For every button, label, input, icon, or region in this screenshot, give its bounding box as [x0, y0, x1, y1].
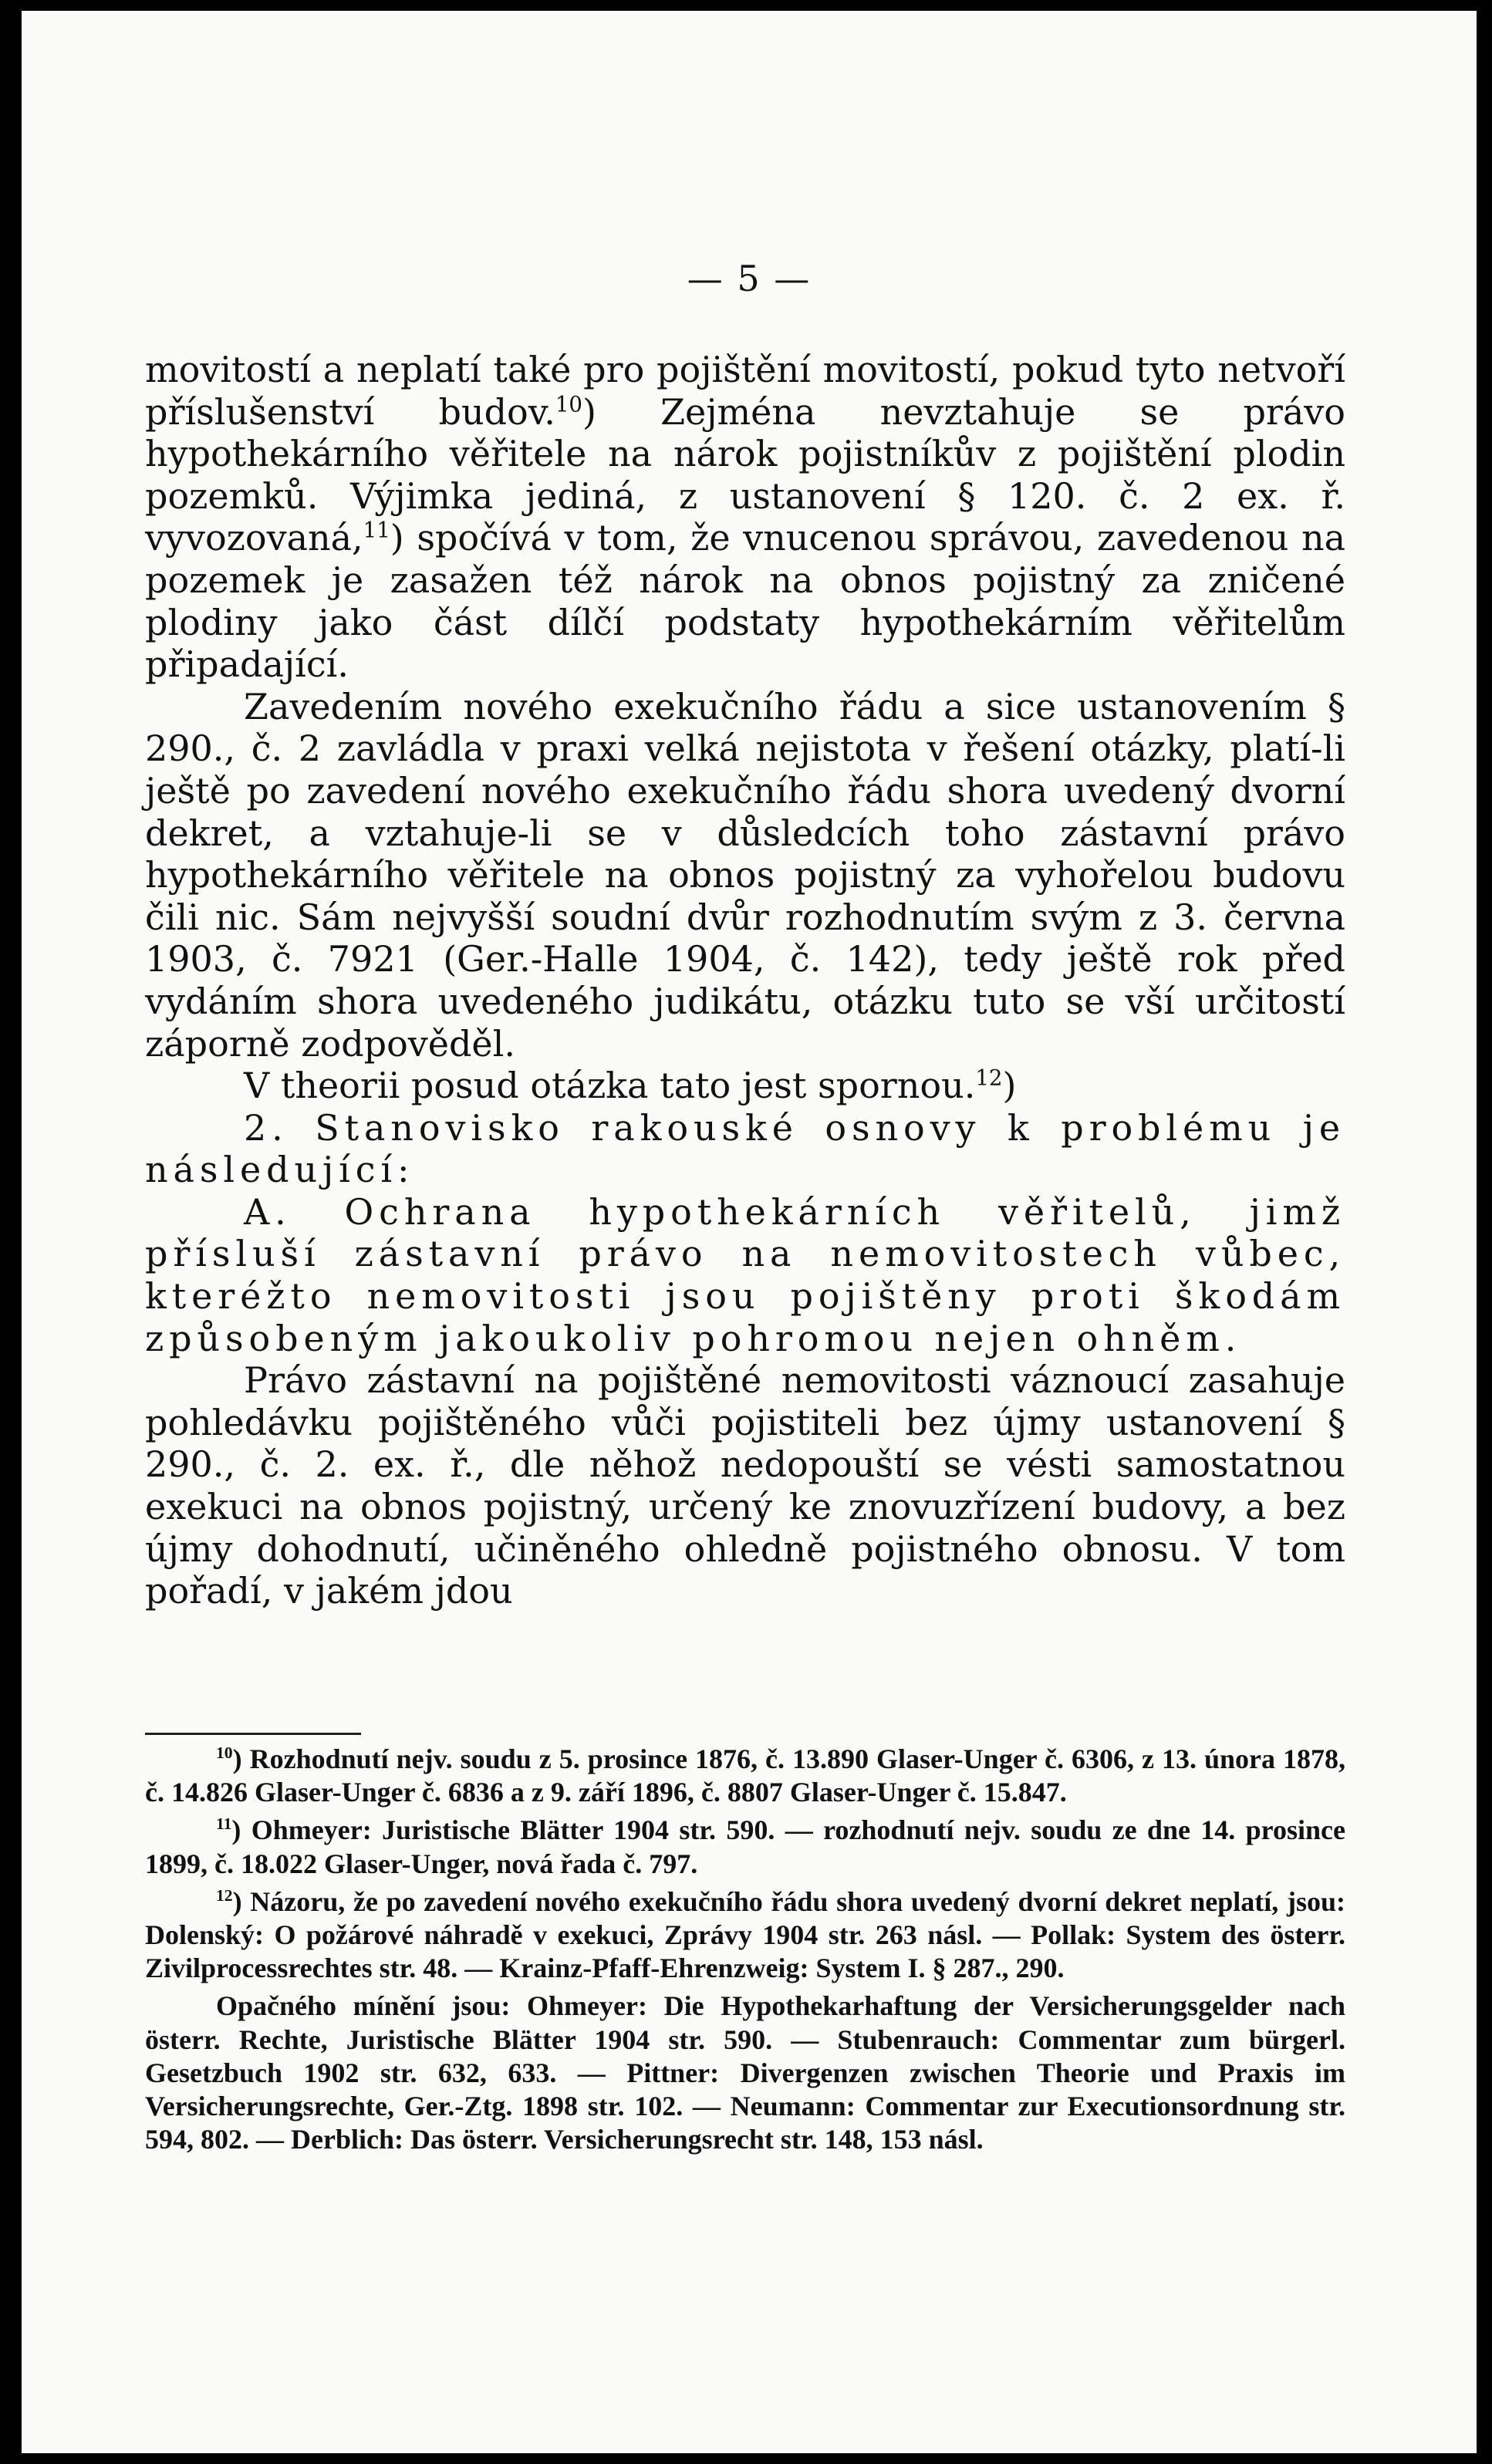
- footnote-ref: 10: [555, 391, 582, 417]
- footnote: [145, 1885, 1345, 1986]
- subsection-heading: A. Ochrana hypothekárních věřitelů, jimž přísluší zástavní právo na nemovitostech vůbec, kteréžto nemovitosti jsou pojištěny proti škodám způsobeným jakoukoliv pohromou nejen ohněm.: [145, 1190, 1345, 1359]
- paragraph-text: movitostí a neplatí také pro pojištění movitostí, pokud tyto netvoří příslušenství budov.: [145, 349, 1345, 433]
- footnote-number: 12: [216, 1885, 233, 1905]
- footnote-text: ) Názoru, že po zavedení nového exekučního řádu shora uvedený dvorní dekret neplatí, jsou: Dolenský: O požárové náhradě v exekuci, Zprávy 1904 str. 263 násl. — Pollak: System des österr. Zivilprocessrechtes str. 48. — Krainz-Pfaff-Ehrenzweig: System I. § 287., 290.: [145, 1885, 1345, 1984]
- footnote-ref: 11: [363, 518, 390, 544]
- paragraph-text: V theorii posud otázka tato jest spornou.: [244, 1065, 976, 1107]
- footnote: [145, 1743, 1345, 1809]
- footnote-divider: [145, 1733, 361, 1735]
- page-number: — 5 —: [687, 258, 812, 299]
- footnote-number: 11: [216, 1814, 232, 1834]
- book-page: [22, 11, 1477, 2453]
- footnote-ref: 12: [975, 1065, 1003, 1091]
- footnote-text: ) Rozhodnutí nejv. soudu z 5. prosince 1876, č. 13.890 Glaser-Unger č. 6306, z 13. února 1878, č. 14.826 Glaser-Unger č. 6836 a z 9. září 1896, č. 8807 Glaser-Unger č. 15.847.: [145, 1743, 1345, 1808]
- paragraph: Právo zástavní na pojištěné nemovitosti váznoucí zasahuje pohledávku pojištěného vůči pojistiteli bez újmy ustanovení § 290., č. 2. ex. ř., dle něhož nedopouští se vésti samostatnou exekuci na obnos pojistný, určený ke znovuzřízení budovy, a bez újmy dohodnutí, učiněného ohledně pojistného obnosu. V tom pořadí, v jakém jdou: [145, 1359, 1345, 1612]
- main-text: [145, 349, 1345, 1612]
- paragraph-text: ) spočívá v tom, že vnucenou správou, zavedenou na pozemek je zasažen též nárok na obnos pojistný za zničené plodiny jako část dílčí podstaty hypothekárním věřitelům připadající.: [145, 517, 1345, 686]
- footnote-continuation: Opačného mínění jsou: Ohmeyer: Die Hypothekarhaftung der Versicherungsgelder nach österr. Rechte, Juristische Blätter 1904 str. 590. — Stubenrauch: Commentar zum bürgerl. Gesetzbuch 1902 str. 632, 633. — Pittner: Divergenzen zwischen Theorie und Praxis im Versicherungsrechte, Ger.-Ztg. 1898 str. 102. — Neumann: Commentar zur Executionsordnung str. 594, 802. — Derblich: Das österr. Versicherungsrecht str. 148, 153 násl.: [145, 1990, 1345, 2155]
- paragraph-continuation: [145, 349, 1345, 686]
- footnote: [145, 1814, 1345, 1880]
- paragraph: Zavedením nového exekučního řádu a sice ustanovením § 290., č. 2 zavládla v praxi velká nejistota v řešení otázky, platí-li ještě po zavedení nového exekučního řádu shora uvedený dvorní dekret, a vztahuje-li se v důsledcích toho zástavní právo hypothekárního věřitele na obnos pojistný za vyhořelou budovu čili nic. Sám nejvyšší soudní dvůr rozhodnutím svým z 3. června 1903, č. 7921 (Ger.-Halle 1904, č. 142), tedy ještě rok před vydáním shora uvedeného judikátu, otázku tuto se vší určitostí záporně zodpověděl.: [145, 685, 1345, 1065]
- section-heading: 2. Stanovisko rakouské osnovy k problému je následující:: [145, 1106, 1345, 1191]
- paragraph-text: ): [1002, 1065, 1017, 1107]
- footnote-number: 10: [216, 1743, 233, 1762]
- footnotes: [145, 1743, 1345, 2161]
- footnote-text: ) Ohmeyer: Juristische Blätter 1904 str. 590. — rozhodnutí nejv. soudu ze dne 14. prosince 1899, č. 18.022 Glaser-Unger, nová řada č. 797.: [145, 1814, 1345, 1879]
- paragraph-text: ) Zejména nevztahuje se právo hypothekárního věřitele na nárok pojistníkův z pojištění plodin pozemků. Výjimka jediná, z ustanovení § 120. č. 2 ex. ř. vyvozovaná,: [145, 390, 1345, 559]
- paragraph: [145, 1065, 1345, 1107]
